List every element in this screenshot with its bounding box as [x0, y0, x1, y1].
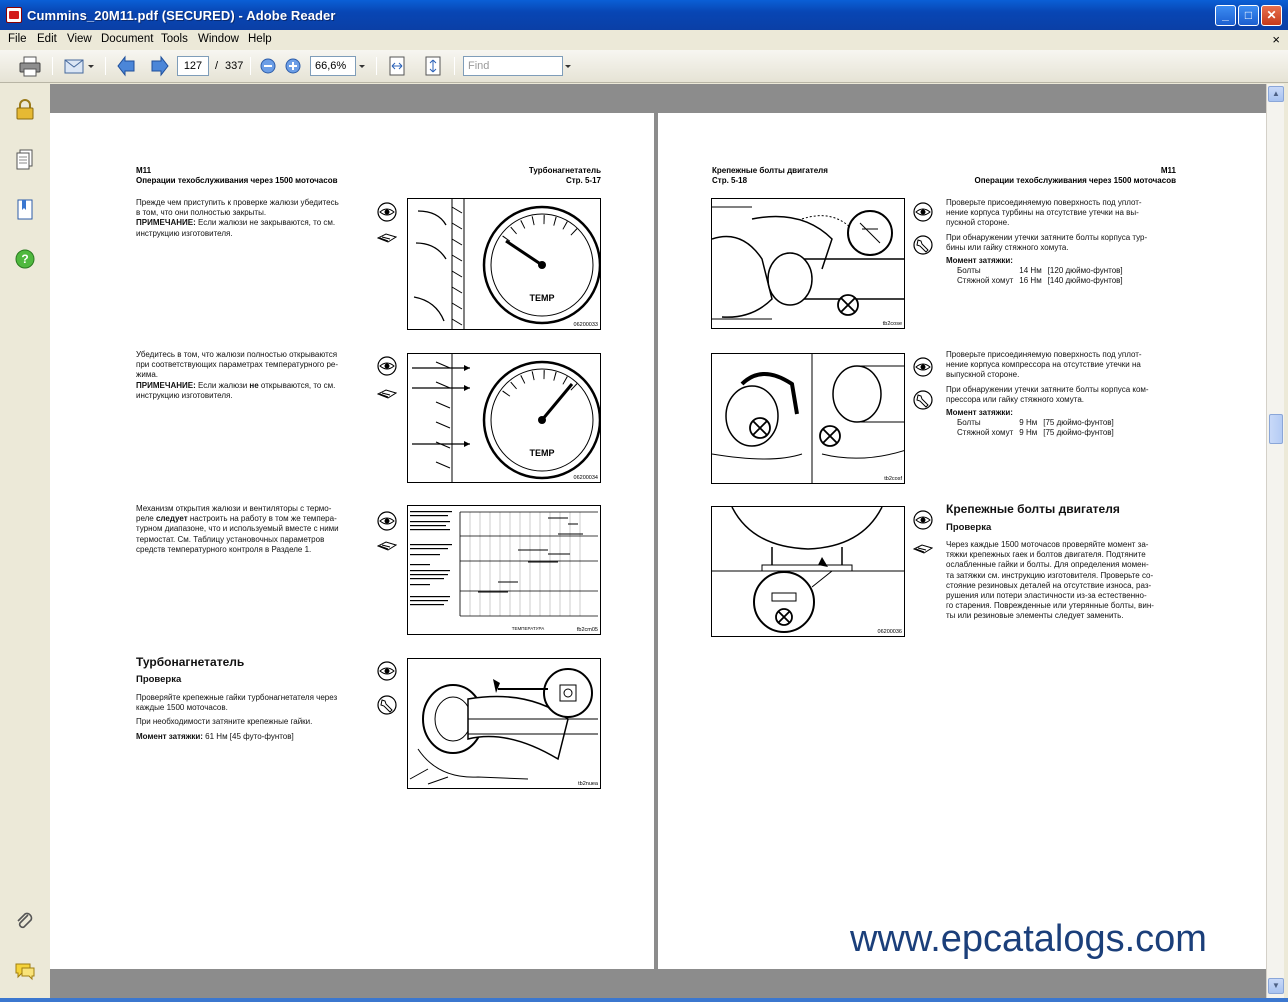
find-dropdown-icon[interactable] — [563, 55, 573, 77]
table-row: Болты 9 Нм [75 дюймо-фунтов] — [957, 418, 1114, 428]
engine-bolts-text: Через каждые 1500 моточасов проверяйте момент за- тяжки крепежных гаек и болтов двигателя. Подтяните ослабленные гайки и болты. Для определения момен- та затяжки см. инструкцию изготовителя. Проверьте со- стояние резиновых деталей на отсутствие износа, раз- рушения или потери эластичности из-за естественно- го старения. Поврежденные или утерянные болты, вин- ты или резиновые элементы следует заменить. — [946, 540, 1154, 621]
compressor-housing-figure — [711, 353, 905, 484]
menu-help[interactable]: Help — [248, 33, 272, 45]
minimize-button[interactable]: _ — [1215, 5, 1236, 26]
zoom-out-icon[interactable] — [259, 55, 277, 77]
shutter-open-figure — [407, 353, 601, 483]
eye-inspect-icon — [377, 202, 397, 222]
manual-reference-icon — [377, 536, 397, 556]
toolbar-separator — [105, 57, 106, 75]
section-subtitle: Проверка — [946, 522, 992, 533]
print-icon[interactable] — [18, 55, 42, 77]
turbine-housing-figure — [711, 198, 905, 329]
help-icon[interactable] — [14, 248, 36, 270]
table-row: Болты 14 Нм [120 дюймо-фунтов] — [957, 266, 1123, 276]
zoom-level-field[interactable]: 66,6% — [310, 56, 356, 76]
status-bar — [0, 998, 1288, 1002]
scroll-thumb[interactable] — [1269, 414, 1283, 444]
fit-width-icon[interactable] — [386, 55, 408, 77]
eye-inspect-icon — [913, 357, 933, 377]
pdf-app-icon — [6, 7, 22, 23]
menu-tools[interactable]: Tools — [161, 33, 188, 45]
menu-window[interactable]: Window — [198, 33, 239, 45]
comments-icon[interactable] — [14, 960, 36, 982]
zoom-in-icon[interactable] — [284, 55, 302, 77]
wrench-tighten-icon — [377, 695, 397, 715]
page-separator: / — [215, 60, 219, 72]
title-bar — [0, 0, 1288, 30]
svg-text:?: ? — [21, 252, 29, 266]
torque-table — [957, 418, 1120, 438]
figure-code: fb2cm05 — [576, 627, 598, 633]
toolbar-separator — [454, 57, 455, 75]
maximize-button[interactable]: □ — [1238, 5, 1259, 26]
temperature-settings-chart-figure — [407, 505, 601, 635]
figure-code: tb2nuea — [578, 781, 598, 787]
toolbar — [0, 50, 1288, 83]
section-title-turbo: Турбонагнетатель — [136, 655, 245, 669]
table-row: Стяжной хомут 16 Нм [140 дюймо-фунтов] — [957, 276, 1123, 286]
manual-reference-icon — [377, 384, 397, 404]
pages-icon[interactable] — [14, 148, 36, 170]
manual-reference-icon — [377, 228, 397, 248]
header-model: M11 — [1160, 166, 1176, 175]
header-section: Операции техобслуживания через 1500 моточасов — [136, 176, 338, 185]
scroll-down-arrow-icon[interactable]: ▼ — [1268, 978, 1284, 994]
figure-code: tb2cosf — [884, 476, 902, 482]
turbo-check-text: Проверяйте крепежные гайки турбонагнетателя через каждые 1500 моточасов. При необходимости затяните крепежные гайки. Момент затяжки: 61 Нм [45 футо-фунтов] — [136, 693, 338, 741]
vertical-scrollbar[interactable] — [1266, 84, 1284, 998]
turbine-leak-text: Проверьте присоединяемую поверхность под уплот- нение корпуса турбины на отсутствие утечки на вы- пускной стороне. При обнаружении утечки затяните болты корпуса тур- бины или гайку стяжного хомута. Момент затяжки: Болты 14 Нм [120 дюймо-фунтов] Стяжной хомут 16 Нм [140 дюймо-фунтов] — [946, 198, 1148, 286]
compressor-leak-text: Проверьте присоединяемую поверхность под уплот- нение корпуса компрессора на отсутствие утечки на выпускной стороне. При обнаружении утечки затяните болты корпуса ком- прессора или гайку стяжного хомута. Момент затяжки: Болты 9 Нм [75 дюймо-фунтов] Стяжной хомут 9 Нм [75 дюймо-фунтов] — [946, 350, 1149, 438]
header-page-number: Стр. 5-18 — [712, 176, 748, 185]
section-subtitle: Проверка — [136, 674, 182, 685]
torque-table — [957, 266, 1129, 286]
find-input[interactable]: Find — [463, 56, 563, 76]
scroll-up-arrow-icon[interactable]: ▲ — [1268, 86, 1284, 102]
document-close-icon[interactable]: × — [1272, 32, 1280, 47]
menu-edit[interactable]: Edit — [37, 33, 57, 45]
zoom-dropdown-icon[interactable] — [357, 55, 367, 77]
header-model: M11 — [136, 166, 152, 175]
table-row: Стяжной хомут 9 Нм [75 дюймо-фунтов] — [957, 428, 1114, 438]
header-page-number: Стр. 5-17 — [565, 176, 601, 185]
menu-file[interactable]: File — [8, 33, 27, 45]
toolbar-separator — [250, 57, 251, 75]
header-topic: Крепежные болты двигателя — [712, 166, 828, 175]
wrench-tighten-icon — [913, 390, 933, 410]
email-share-icon[interactable] — [62, 55, 94, 77]
manual-reference-icon — [913, 539, 933, 559]
security-lock-icon[interactable] — [14, 98, 36, 120]
toolbar-separator — [52, 57, 53, 75]
figure-code: 06200036 — [877, 629, 902, 635]
engine-mount-bolts-figure — [711, 506, 905, 637]
bookmarks-icon[interactable] — [14, 198, 36, 220]
section-title-engine-bolts: Крепежные болты двигателя — [946, 502, 1120, 516]
eye-inspect-icon — [913, 510, 933, 530]
menu-view[interactable]: View — [67, 33, 92, 45]
eye-inspect-icon — [377, 356, 397, 376]
shutter-open-text: Убедитесь в том, что жалюзи полностью открываются при соответствующих параметрах температурного ре- жима. ПРИМЕЧАНИЕ: Если жалюзи не открываются, то см. инструкцию изготовителя. — [136, 350, 339, 400]
close-button[interactable]: ✕ — [1261, 5, 1282, 26]
page-total: 337 — [225, 60, 244, 72]
pdf-page-right — [658, 113, 1266, 969]
eye-inspect-icon — [377, 661, 397, 681]
page-number-input[interactable]: 127 — [177, 56, 209, 76]
pdf-page-left — [50, 113, 654, 969]
turbocharger-figure — [407, 658, 601, 789]
attachments-paperclip-icon[interactable] — [14, 910, 36, 932]
window-title: Cummins_20M11.pdf (SECURED) - Adobe Reader — [27, 8, 336, 23]
shutter-closed-figure — [407, 198, 601, 330]
gauge-label: TEMP — [529, 448, 555, 458]
menu-document[interactable]: Document — [101, 33, 154, 45]
figure-code: 06200033 — [573, 322, 598, 328]
gauge-label: TEMP — [529, 293, 555, 303]
eye-inspect-icon — [377, 511, 397, 531]
figure-code: tb2cose — [882, 321, 902, 327]
thermostat-settings-text: Механизм открытия жалюзи и вентиляторы с термо- реле следует настроить на работу в том же темпера- турном диапазоне, что и используемый вместе с ними термостат. См. Таблицу установочных параметров средств температурного контроля в Разделе 1. — [136, 504, 339, 554]
fit-page-icon[interactable] — [422, 55, 444, 77]
menu-bar — [0, 30, 1288, 50]
shutter-check-text: Прежде чем приступить к проверке жалюзи убедитесь в том, что они полностью закрыты. ПРИМЕЧАНИЕ: Если жалюзи не закрываются, то см. инструкцию изготовителя. — [136, 198, 339, 238]
eye-inspect-icon — [913, 202, 933, 222]
toolbar-separator — [376, 57, 377, 75]
figure-code: 06200034 — [573, 475, 598, 481]
header-topic: Турбонагнетатель — [528, 166, 601, 175]
header-section: Операции техобслуживания через 1500 моточасов — [974, 176, 1176, 185]
chart-axis-label: ТЕМПЕРАТУРА — [511, 626, 545, 631]
navigation-pane — [0, 84, 50, 998]
previous-page-icon[interactable] — [116, 55, 138, 77]
wrench-tighten-icon — [913, 235, 933, 255]
watermark-text: www.epcatalogs.com — [850, 918, 1207, 960]
next-page-icon[interactable] — [148, 55, 170, 77]
